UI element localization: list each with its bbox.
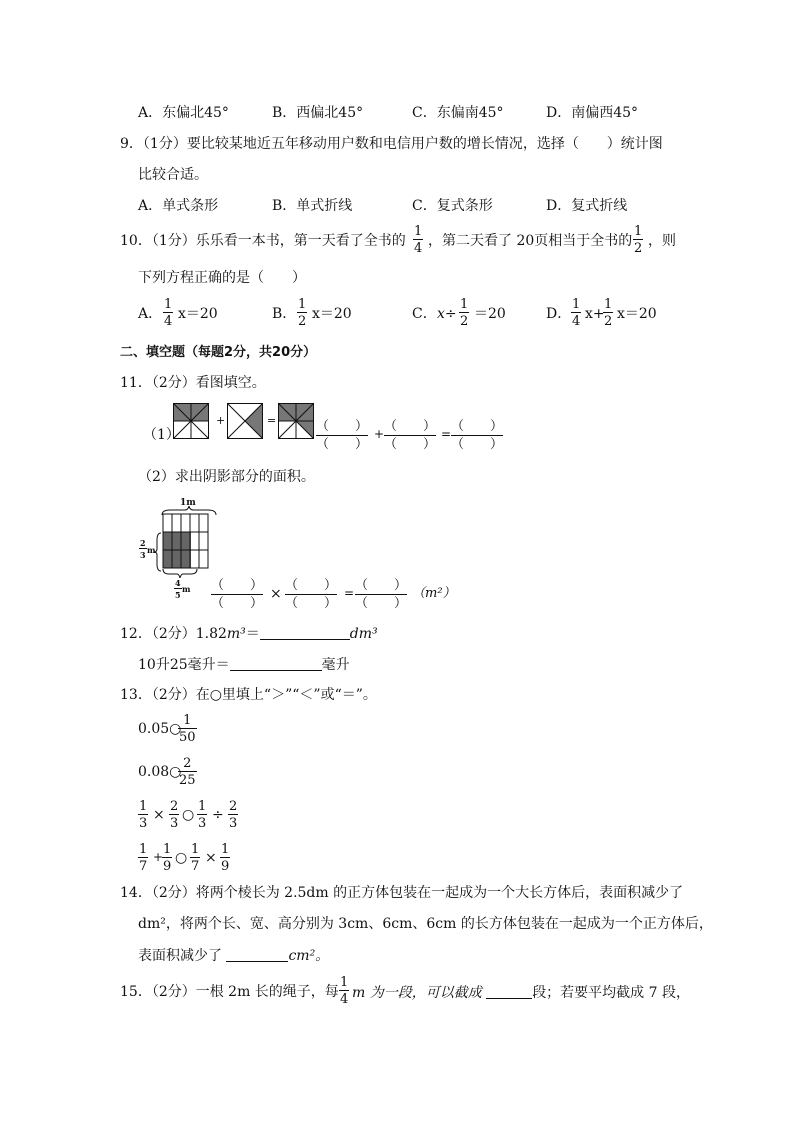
q11-dim-left-fraction: 2 3: [140, 538, 146, 560]
q10-option-b-fraction: 1 2: [298, 297, 307, 329]
q10-option-d-fraction-1: 1 4: [572, 297, 581, 329]
q13-row3-op2: ÷: [212, 807, 224, 823]
q13-row4-op1: +: [153, 850, 164, 864]
q11-part2-times: ×: [270, 586, 282, 602]
q13-row3-fraction-2: 2 3: [170, 799, 179, 831]
q11-plus-sign: +: [216, 414, 226, 427]
q11-part2-blank-2[interactable]: （ ） （ ）: [285, 578, 338, 611]
q13-row3-fraction-4: 2 3: [229, 799, 238, 831]
q13-row4-fraction-2: 1 9: [163, 842, 172, 874]
q11-part2-blank-3[interactable]: （ ） （ ）: [355, 578, 408, 611]
q11-part1-blank-3[interactable]: （ ） （ ）: [451, 419, 504, 452]
q13-row3-fraction-3: 1 3: [198, 799, 207, 831]
q11-part2-blank-1[interactable]: （ ） （ ）: [211, 578, 264, 611]
q15-text-1: 15．（2分）一根 2m 长的绳子，每: [120, 984, 339, 1000]
q13-title: 13．（2分）在○里填上“＞”“＜”或“＝”。: [120, 687, 377, 703]
q8-option-c: C．东偏南45°: [412, 105, 504, 121]
q11-part1-equals: =: [441, 427, 452, 441]
q10-fraction-2: 1 2: [634, 224, 643, 256]
q12-line2: 10升25毫升＝ 毫升: [138, 657, 350, 673]
q15-fraction: 1 4: [340, 975, 349, 1007]
q9-line1: 9．（1分）要比较某地近五年移动用户数和电信用户数的增长情况，选择（ ）统计图: [120, 136, 663, 152]
q11-dim-bottom-unit: m: [182, 584, 191, 594]
q14-line1: 14．（2分）将两个棱长为 2.5dm 的正方体包装在一起成为一个大长方体后，表面积减少了: [120, 885, 684, 901]
q13-row3-circle[interactable]: ○: [182, 807, 195, 823]
q12-blank-2[interactable]: [230, 657, 322, 671]
q11-left-brace-figure: [154, 532, 162, 572]
q13-row1-fraction: 1 50: [179, 713, 196, 745]
q10-line2: 下列方程正确的是（ ）: [138, 270, 306, 286]
q13-row3-op1: ×: [153, 807, 165, 823]
q11-square-2-figure: [227, 403, 263, 439]
q11-title: 11．（2分）看图填空。: [120, 375, 266, 391]
q12-line1: 12．（2分）1.82m³＝ dm³: [120, 626, 378, 642]
q10-option-d-tail: x＝20: [617, 306, 657, 322]
q10-text-1: 10．（1分）乐乐看一本书，第一天看了全书的: [120, 233, 406, 249]
q9-option-d: D．复式折线: [546, 198, 628, 214]
q11-dim-top: 1m: [180, 498, 196, 508]
q11-part1-blank-2[interactable]: （ ） （ ）: [384, 419, 437, 452]
q13-row2-fraction: 2 25: [179, 756, 196, 788]
q14-line2: dm²，将两个长、宽、高分别为 3cm、6cm、6cm 的长方体包装在一起成为一个正方体后，: [138, 916, 713, 932]
q10-option-d-mid: x+: [585, 306, 605, 322]
section-heading-fill-in: 二、填空题（每题2分，共20分）: [120, 345, 317, 360]
q13-row4-op2: ×: [205, 850, 217, 866]
q10-option-d-fraction-2: 1 2: [604, 297, 613, 329]
q13-row3-fraction-1: 1 3: [139, 799, 148, 831]
q11-dim-left-unit: m: [147, 545, 156, 555]
q13-row4-fraction-3: 1 7: [191, 842, 200, 874]
q13-row4-fraction-4: 1 9: [221, 842, 230, 874]
q13-row4-circle[interactable]: ○: [175, 850, 188, 866]
q11-part2-label: （2）求出阴影部分的面积。: [138, 469, 315, 485]
q10-option-a-tail: x＝20: [178, 306, 218, 322]
q9-option-b: B．单式折线: [272, 198, 353, 214]
q12-blank-1[interactable]: [260, 626, 350, 640]
q14-blank[interactable]: [226, 948, 288, 962]
q10-fraction-1: 1 4: [414, 224, 423, 256]
q15-blank[interactable]: [486, 985, 532, 999]
q8-option-a: A．东偏北45°: [138, 105, 229, 121]
q9-line2: 比较合适。: [138, 167, 208, 183]
q11-area-grid-figure: [161, 512, 211, 572]
q11-part1-label: （1）: [143, 427, 180, 443]
q10-option-b-tail: x＝20: [312, 306, 352, 322]
q10-option-c-tail: ＝20: [474, 306, 506, 322]
q10-option-b-label: B．: [272, 306, 297, 322]
q10-option-c-pre: x÷: [437, 306, 457, 322]
q10-option-a-fraction: 1 4: [164, 297, 173, 329]
q11-square-3-figure: [278, 403, 314, 439]
q10-option-c-fraction: 1 2: [460, 297, 469, 329]
q14-line3: 表面积减少了 cm²。: [138, 948, 330, 964]
q10-text-2: ，第二天看了 20页相当于全书的: [428, 233, 633, 249]
q11-part1-plus: +: [374, 427, 385, 441]
q8-option-d: D．南偏西45°: [546, 105, 639, 121]
q11-part1-blank-1[interactable]: （ ） （ ）: [316, 419, 369, 452]
q11-equals-sign: =: [267, 414, 277, 427]
q10-option-c-label: C．: [412, 306, 437, 322]
q9-option-c: C．复式条形: [412, 198, 493, 214]
q11-bottom-brace-figure: [162, 568, 198, 578]
q10-text-3: ，则: [648, 233, 676, 249]
q9-option-a: A．单式条形: [138, 198, 219, 214]
q11-part2-unit: （m²）: [412, 586, 456, 601]
q13-row2-left: 0.08○: [138, 764, 182, 780]
q8-option-b: B．西偏北45°: [272, 105, 364, 121]
q13-row4-fraction-1: 1 7: [139, 842, 148, 874]
q11-dim-bottom-fraction: 4 5: [175, 578, 181, 600]
q11-part2-equals: =: [344, 586, 355, 600]
q10-option-a-label: A．: [138, 306, 163, 322]
q15-text-2: m 为一段，可以截成 段；若要平均截成 7 段，: [352, 985, 690, 1001]
q13-row1-left: 0.05○: [138, 721, 182, 737]
q10-option-d-label: D．: [546, 306, 572, 322]
